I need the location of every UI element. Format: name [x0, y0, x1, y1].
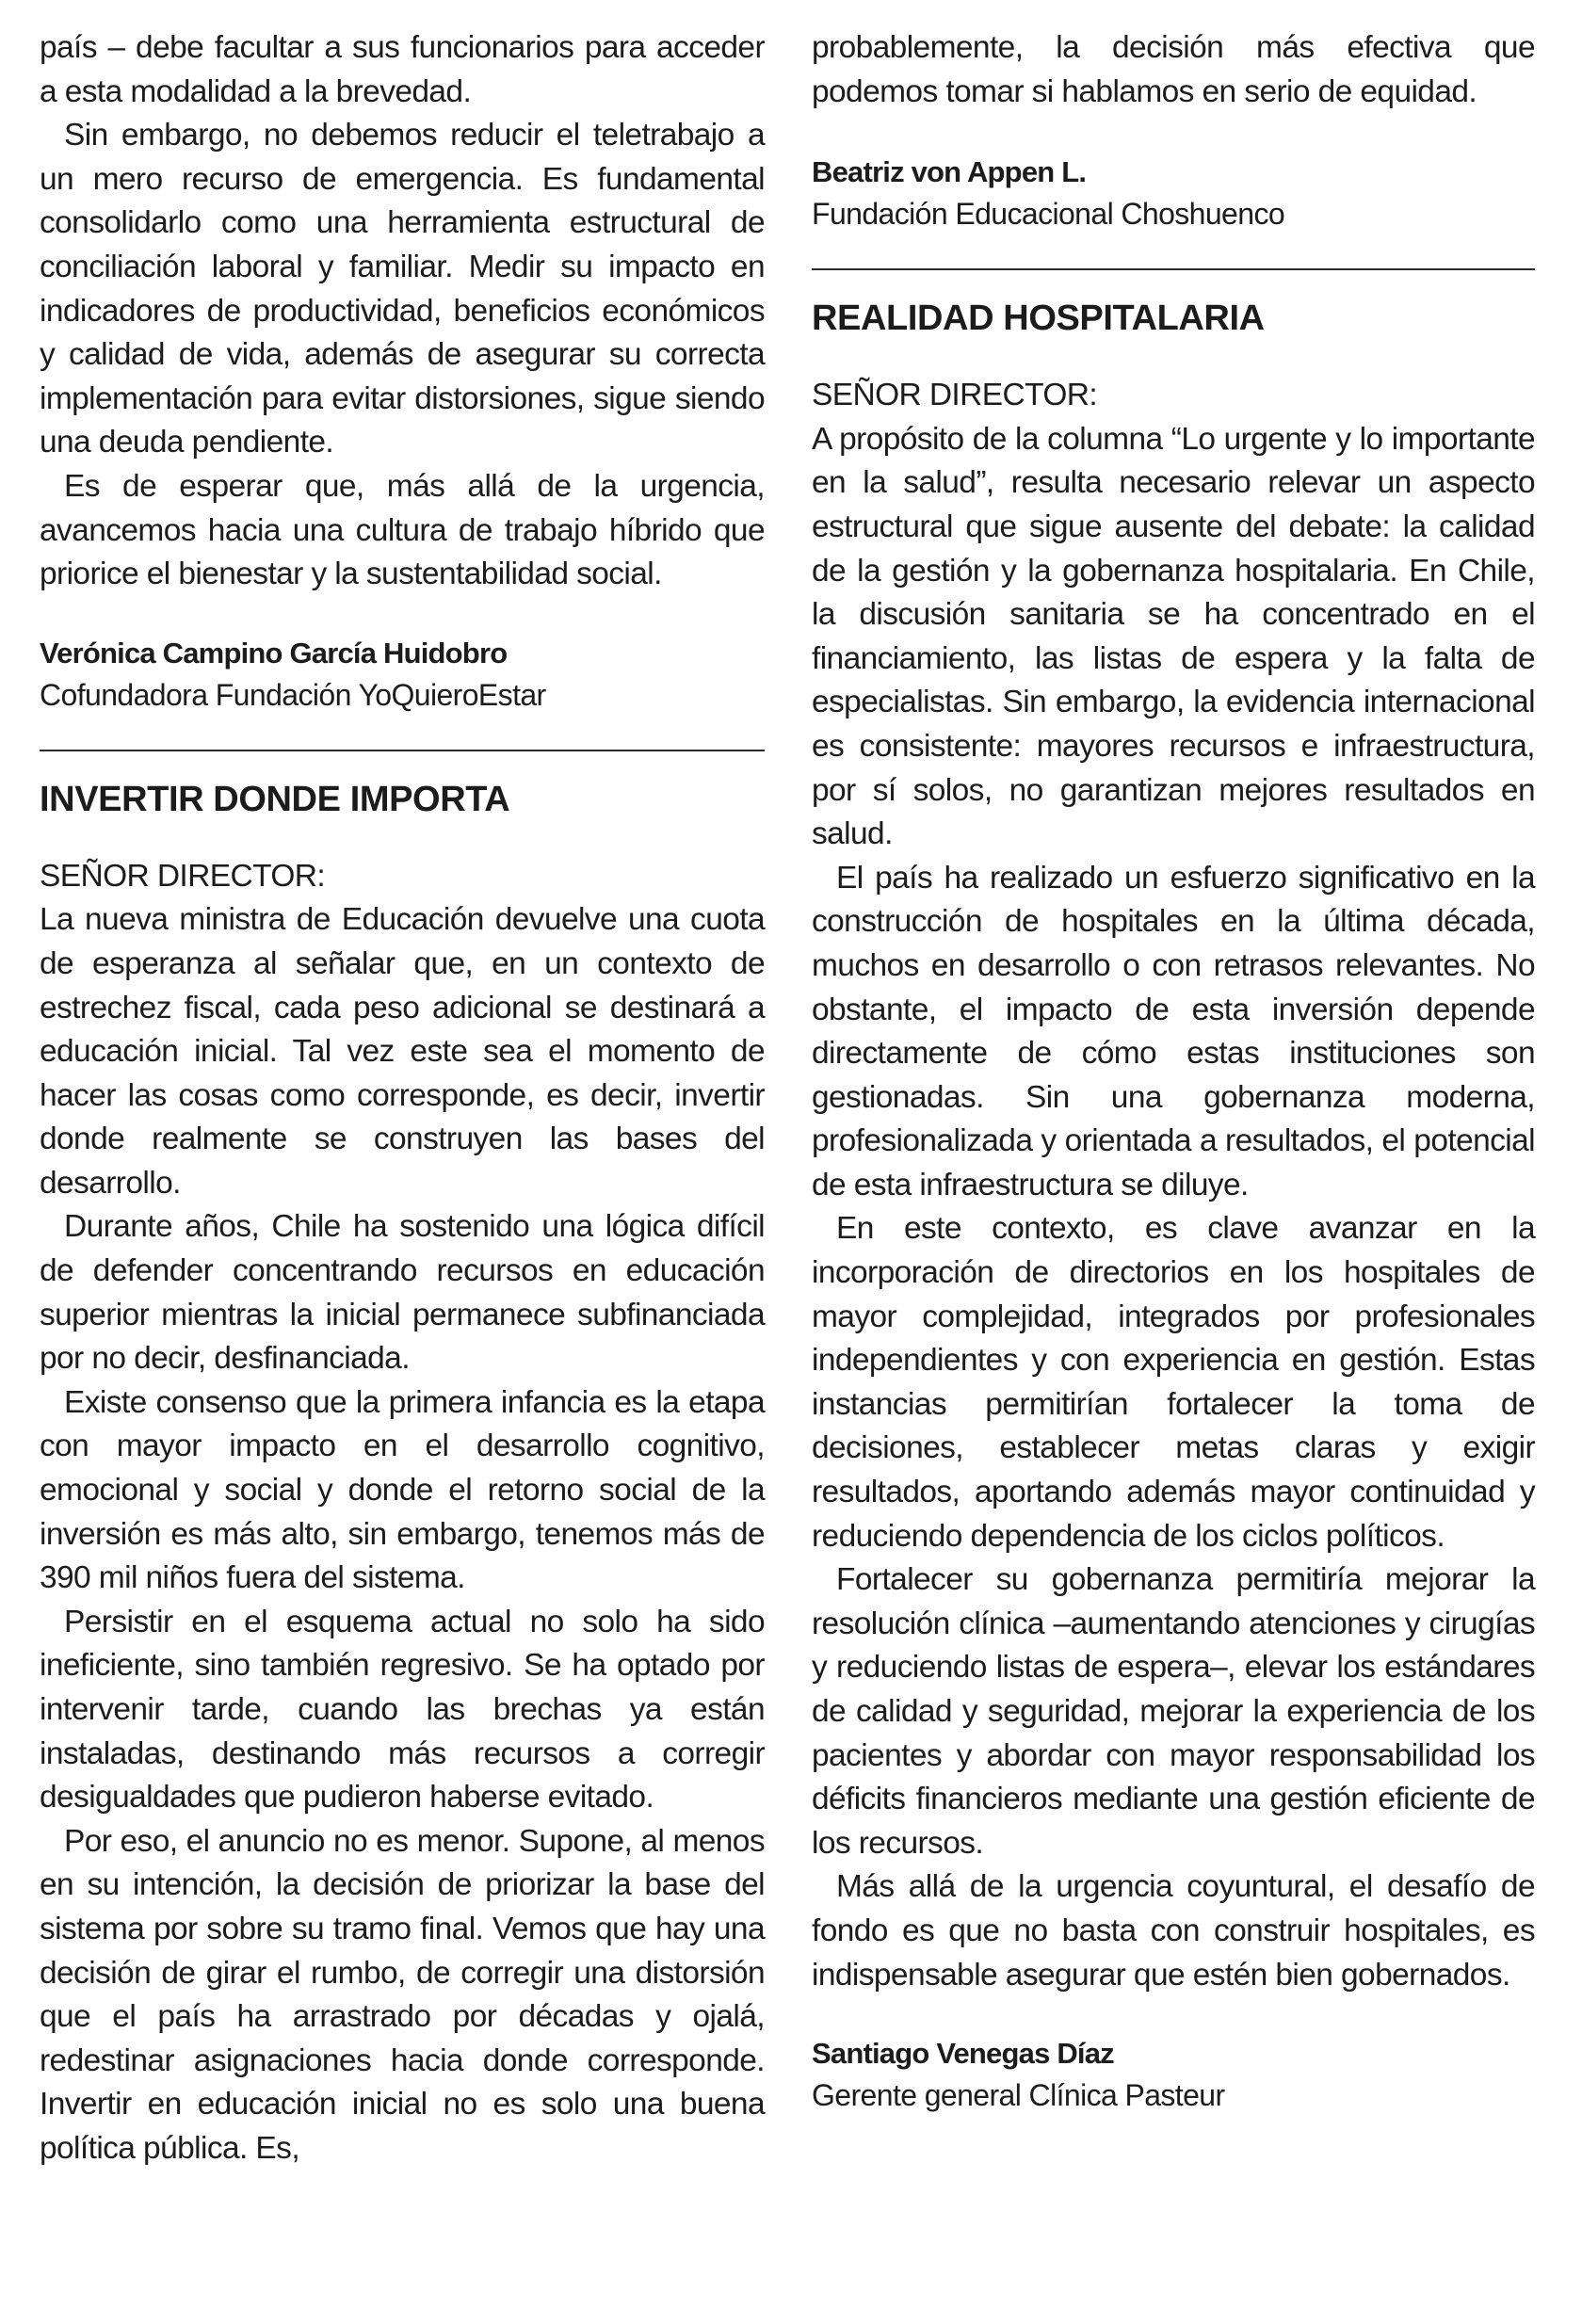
letter3-salutation: SEÑOR DIRECTOR: [812, 378, 1098, 413]
letter2-signature-role: Fundación Educacional Choshuenco [812, 197, 1285, 232]
right-column [812, 26, 1535, 2116]
letter2-paragraph-6: probablemente, la decisión más efectiva que podemos tomar si hablamos en serio de equidad. [812, 30, 1535, 109]
letter3-headline: REALIDAD HOSPITALARIA [812, 299, 1265, 339]
letter3-paragraph-3: En este contexto, es clave avanzar en la incorporación de directorios en los hospitales de mayor complejidad, integrados por profesionales independientes y con experiencia en gestión. Estas instancias permitirían fortalecer la toma de decisiones, establecer metas claras y exigir resultados, aportando además mayor continuidad y reduciendo dependencia de los ciclos políticos. [812, 1211, 1535, 1554]
letter3-signature-name: Santiago Venegas Díaz [812, 2037, 1114, 2071]
letter3-paragraph-4: Fortalecer su gobernanza permitiría mejorar la resolución clínica –aumentando atenciones y cirugías y reduciendo listas de espera–, elevar los estándares de calidad y seguridad, mejorar la experiencia de los pacientes y abordar con mayor responsabilidad los déficits financieros mediante una gestión eficiente de los recursos. [812, 1562, 1535, 1861]
letter1-paragraph-2: Sin embargo, no debemos reducir el teletrabajo a un mero recurso de emergencia. Es fundamental consolidarlo como una herramienta estructural de conciliación laboral y familiar. Medir su impacto en indicadores de productividad, beneficios económicos y calidad de vida, además de asegurar su correcta implementación para evitar distorsiones, sigue siendo una deuda pendiente. [40, 118, 765, 460]
letter2-paragraph-2: Durante años, Chile ha sostenido una lógica difícil de defender concentrando recursos en educación superior mientras la inicial permanece subfinanciada por no decir, desfinanciada. [40, 1209, 765, 1377]
letter1-paragraph-3: Es de esperar que, más allá de la urgencia, avancemos hacia una cultura de trabajo híbrido que priorice el bienestar y la sustentabilidad social. [40, 468, 765, 592]
letter1-signature-role: Cofundadora Fundación YoQuieroEstar [40, 677, 546, 712]
letter2-paragraph-5: Por eso, el anuncio no es menor. Supone, al menos en su intención, la decisión de priorizar la base del sistema por sobre su tramo final. Vemos que hay una decisión de girar el rumbo, de corregir una distorsión que el país ha arrastrado por décadas y ojalá, redestinar asignaciones hacia donde corresponde. Invertir en educación inicial no es solo una buena política pública. Es, [40, 1823, 765, 2166]
letter2-paragraph-4: Persistir en el esquema actual no solo ha sido ineficiente, sino también regresivo. Se ha optado por intervenir tarde, cuando las brechas ya están instaladas, destinando más recursos a corregir desigualdades que pudieron haberse evitado. [40, 1604, 765, 1816]
letter1-signature-name: Verónica Campino García Huidobro [40, 636, 508, 670]
letter2-headline: INVERTIR DONDE IMPORTA [40, 779, 510, 819]
letter2-salutation: SEÑOR DIRECTOR: [40, 858, 326, 894]
letter3-paragraph-1: A propósito de la columna “Lo urgente y lo importante en la salud”, resulta necesario relevar un aspecto estructural que sigue ausente del debate: la calidad de la gestión y la gobernanza hospitalaria. En Chile, la discusión sanitaria se ha concentrado en el financiamiento, las listas de espera y la falta de especialistas. Sin embargo, la evidencia internacional es consistente: mayores recursos e infraestructura, por sí solos, no garantizan mejores resultados en salud. [812, 421, 1535, 852]
left-column [40, 26, 765, 2171]
letter2-signature-name: Beatriz von Appen L. [812, 155, 1087, 189]
letter3-paragraph-2: El país ha realizado un esfuerzo significativo en la construcción de hospitales en la última década, muchos en desarrollo o con retrasos relevantes. No obstante, el impacto de esta inversión depende directamente de cómo estas instituciones son gestionadas. Sin una gobernanza moderna, profesionalizada y orientada a resultados, el potencial de esta infraestructura se diluye. [812, 860, 1535, 1202]
letter2-paragraph-3: Existe consenso que la primera infancia es la etapa con mayor impacto en el desarrollo cognitivo, emocional y social y donde el retorno social de la inversión es más alto, sin embargo, tenemos más de 390 mil niños fuera del sistema. [40, 1384, 765, 1596]
letter2-paragraph-1: La nueva ministra de Educación devuelve una cuota de esperanza al señalar que, en un contexto de estrechez fiscal, cada peso adicional se destinará a educación inicial. Tal vez este sea el momento de hacer las cosas como corresponde, es decir, invertir donde realmente se construyen las bases del desarrollo. [40, 902, 765, 1201]
letter3-paragraph-5: Más allá de la urgencia coyuntural, el desafío de fondo es que no basta con construir hospitales, es indispensable asegurar que estén bien gobernados. [812, 1869, 1535, 1993]
letter1-paragraph-1: país – debe facultar a sus funcionarios para acceder a esta modalidad a la brevedad. [40, 30, 765, 109]
letter3-signature-role: Gerente general Clínica Pasteur [812, 2078, 1225, 2113]
